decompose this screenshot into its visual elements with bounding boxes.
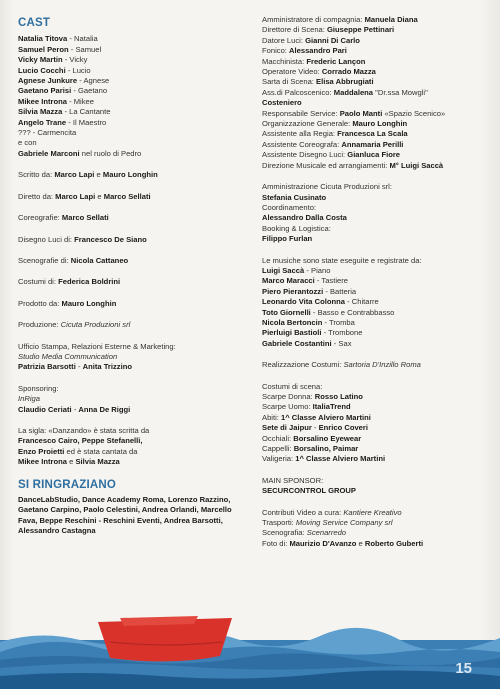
stage-costumes-label: Costumi di scena:: [262, 381, 323, 391]
music-label: Le musiche sono state eseguite e registrate da:: [262, 255, 422, 265]
crew-line: Datore Luci: Gianni Di Carlo: [262, 35, 360, 45]
credit-costumes: Costumi di: Federica Boldrini: [18, 277, 121, 287]
press-label: Ufficio Stampa, Relazioni Esterne & Marketing:: [18, 341, 176, 351]
sponsor-label: MAIN SPONSOR:: [262, 475, 324, 485]
admin-name-3: Filippo Furlan: [262, 234, 313, 244]
sponsoring-label: Sponsoring:: [18, 383, 59, 393]
crew-line: Assistente alla Regia: Francesca La Scala: [262, 129, 408, 139]
thanks-heading: SI RINGRAZIANO: [18, 478, 116, 491]
crew-line: Sarta di Scena: Elisa Abbrugiati: [262, 77, 374, 87]
theme-line-1: La sigla: «Danzando» è stata scritta da: [18, 425, 150, 435]
cast-member: Agnese Junkure - Agnese: [18, 76, 110, 86]
admin-name-2: Alessandro Dalla Costa: [262, 213, 347, 223]
credit-directed: Diretto da: Marco Lapi e Marco Sellati: [18, 191, 151, 201]
credit-producer: Prodotto da: Mauro Longhin: [18, 298, 117, 308]
cast-member: Natalia Titova - Natalia: [18, 34, 98, 44]
crew-line: Direttore di Scena: Giuseppe Pettinari: [262, 25, 395, 35]
video-line: Contributi Video a cura: Kantiere Kreativo: [262, 507, 402, 517]
stage-costume-item: Scarpe Uomo: ItaliaTrend: [262, 402, 351, 412]
crew-line: Fonico: Alessandro Pari: [262, 46, 347, 56]
crew-line: Assistente Disegno Luci: Gianluca Fiore: [262, 150, 401, 160]
credit-lights: Disegno Luci di: Francesco De Siano: [18, 234, 147, 244]
music-player: Toto Giornelli - Basso e Contrabbasso: [262, 307, 395, 317]
costume-realization: Realizzazione Costumi: Sartoria D'Inzillo Roma: [262, 360, 421, 370]
cast-special: Gabriele Marconi nel ruolo di Pedro: [18, 148, 142, 158]
cast-heading: CAST: [18, 17, 51, 29]
cast-member: Vicky Martin - Vicky: [18, 55, 88, 65]
crew-line: Ass.di Palcoscenico: Maddalena "Dr.ssa Mowgli": [262, 87, 428, 97]
sponsoring-names: Claudio Ceriati - Anna De Riggi: [18, 404, 131, 414]
music-player: Piero Pierantozzi - Batteria: [262, 286, 357, 296]
music-player: Luigi Saccà - Piano: [262, 265, 331, 275]
cast-list: [18, 34, 246, 159]
cast-member: Gaetano Parisi - Gaetano: [18, 86, 108, 96]
crew-line: Organizzazione Generale: Mauro Longhin: [262, 119, 408, 129]
crew-line: Responsabile Service: Paolo Manti «Spazio Scenico»: [262, 108, 446, 118]
left-column: [18, 0, 246, 537]
right-column: [262, 0, 494, 549]
sponsor-name: SECURCONTROL GROUP: [262, 486, 356, 496]
crew-extra-name: Costeniero: [262, 98, 302, 108]
admin-label: Amministrazione Cicuta Produzioni srl:: [262, 182, 392, 192]
music-player: Leonardo Vita Colonna - Chitarre: [262, 297, 379, 307]
photo-line: Foto di: Maurizio D'Avanzo e Roberto Guberti: [262, 538, 424, 548]
stage-costume-item: Cappelli: Borsalino, Paimar: [262, 444, 359, 454]
music-player: Gabriele Costantini - Sax: [262, 338, 352, 348]
theme-line-4: Mikee Introna e Silvia Mazza: [18, 457, 120, 467]
theme-line-2: Francesco Cairo, Peppe Stefanelli,: [18, 436, 143, 446]
scenography-line: Scenografia: Scenarredo: [262, 528, 347, 538]
theme-line-3: Enzo Proietti ed è stata cantata da: [18, 446, 138, 456]
booking-label: Booking & Logistica:: [262, 223, 331, 233]
crew-line: Macchinista: Frederic Lançon: [262, 56, 366, 66]
music-player: Nicola Bertoncin - Tromba: [262, 317, 355, 327]
cast-unknown: ??? - Carmencita: [18, 128, 77, 138]
stage-costume-item: Abiti: 1^ Classe Alviero Martini: [262, 412, 371, 422]
sea-illustration: [0, 612, 500, 689]
crew-line: Assistente Coreografa: Annamaria Perilli: [262, 139, 404, 149]
stage-costume-item: Occhiali: Borsalino Eyewear: [262, 433, 362, 443]
press-company: Studio Media Communication: [18, 351, 118, 361]
thanks-text: DanceLabStudio, Dance Academy Roma, Lorenzo Razzino, Gaetano Carpino, Paolo Celestini, Andrea Orlandi, Marcello Fava, Beppe Reschini - Reschini Eventi, Andrea Barsotti, Alessandro Castagna: [18, 495, 232, 536]
stage-costume-item: Scarpe Donna: Rosso Latino: [262, 392, 363, 401]
cast-con: e con: [18, 138, 37, 148]
music-player: Pierluigi Bastioli - Trombone: [262, 328, 363, 338]
cast-member: Lucio Cocchi - Lucio: [18, 65, 91, 75]
credit-production: Produzione: Cicuta Produzioni srl: [18, 320, 131, 330]
credit-written: Scritto da: Marco Lapi e Mauro Longhin: [18, 170, 158, 180]
press-names: Patrizia Barsotti - Anita Trizzino: [18, 362, 132, 372]
transport-line: Trasporti: Moving Service Company srl: [262, 518, 393, 528]
stage-costume-item: Valigeria: 1^ Classe Alviero Martini: [262, 454, 386, 464]
admin-name-1: Stefania Cusinato: [262, 192, 327, 202]
music-player: Marco Maracci - Tastiere: [262, 276, 348, 286]
cast-member: Angelo Trane - Il Maestro: [18, 117, 107, 127]
stage-costume-item: Sete di Jaipur - Enrico Coveri: [262, 423, 368, 433]
cast-member: Mikee Introna - Mikee: [18, 96, 94, 106]
cast-member: Silvia Mazza - La Cantante: [18, 107, 111, 117]
sponsoring-company: InRiga: [18, 394, 40, 404]
crew-line: Amministratore di compagnia: Manuela Diana: [262, 15, 418, 24]
cast-member: Samuel Peron - Samuel: [18, 44, 102, 54]
crew-line: Operatore Video: Corrado Mazza: [262, 67, 376, 77]
crew-line: Direzione Musicale ed arrangiamenti: M° Luigi Saccà: [262, 160, 444, 170]
coord-label: Coordinamento:: [262, 202, 317, 212]
credit-choreo: Coreografie: Marco Sellati: [18, 213, 109, 223]
page-number: 15: [455, 660, 472, 677]
credit-sets: Scenografie di: Nicola Cattaneo: [18, 255, 129, 265]
